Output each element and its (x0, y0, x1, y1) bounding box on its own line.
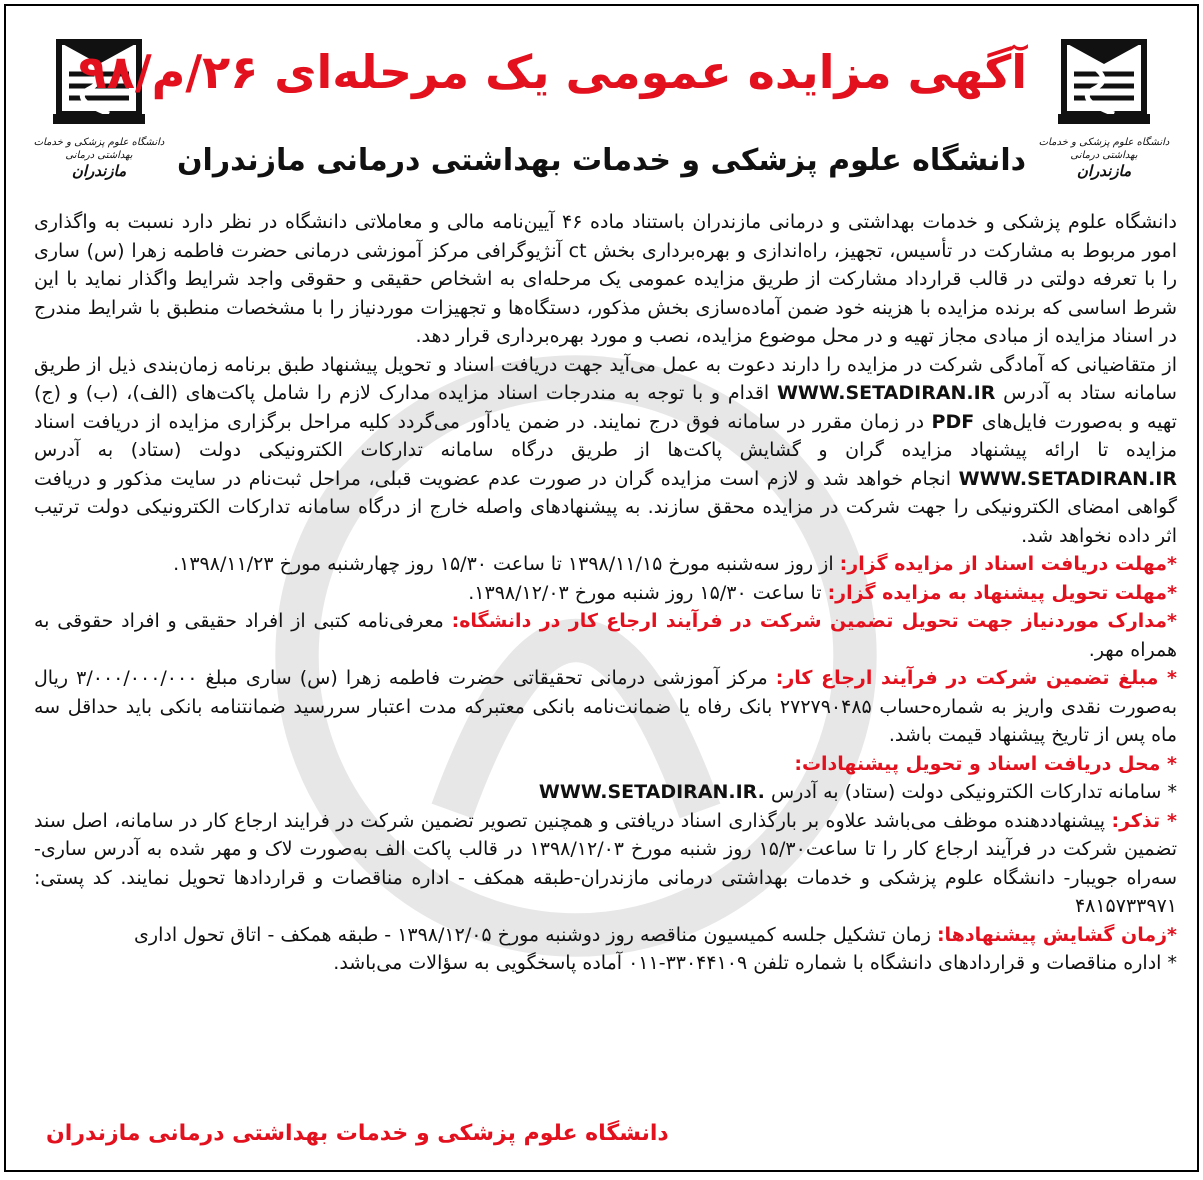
docs-required (34, 607, 1177, 664)
ad-body (34, 208, 1177, 978)
bid-deadline (34, 579, 1177, 608)
bid-deadline-text: تا ساعت ۱۵/۳۰ روز شنبه مورخ ۱۳۹۸/۱۲/۰۳. (468, 581, 822, 604)
guarantee-text: مرکز آموزشی درمانی تحقیقاتی حضرت فاطمه زهرا (س) ساری مبلغ ۳/۰۰۰/۰۰۰/۰۰۰ ریال به‌صورت نقدی واریز به شماره‌حساب ۲۷۲۷۹۰۴۸۵ بانک رفاه یا ضمانت‌نامه بانکی معتبرکه مدت اعتبار سررسید ضمانتنامه بانکی باید حداقل سه ماه پس از تاریخ پیشنهاد قیمت باشد. (34, 667, 1178, 746)
note (34, 807, 1177, 921)
note-label: * تذکر: (1111, 809, 1177, 832)
bid-deadline-label: *مهلت تحویل پیشنهاد به مزایده گزار: (827, 581, 1177, 604)
setadiran-link-3[interactable]: WWW.SETADIRAN.IR. (538, 781, 765, 803)
setadiran-link-1[interactable]: WWW.SETADIRAN.IR (776, 382, 996, 404)
location-heading (34, 750, 1177, 779)
location-text: * سامانه تدارکات الکترونیکی دولت (ستاد) به آدرس (770, 781, 1177, 803)
invitation-text-3: در زمان مقرر در سامانه فوق درج نمایند. در ضمن یادآور می‌گردد کلیه مراحل برگزاری مزایده از دریافت اسناد مزایده تا ارائه پیشنهاد مزایده گران و گشایش پاکت‌ها از طریق درگاه سامانه تدارکات الکترونیکی دولت (ستاد) به آدرس (34, 410, 1177, 461)
footer-university-name: دانشگاه علوم پزشکی و خدمات بهداشتی درمانی مازندران (46, 1121, 669, 1146)
logo-city: مازندران (1076, 162, 1132, 180)
invitation-text-2: اقدام و با توجه به مندرجات اسناد مزایده مدارک لازم را شامل پاکت‌های (الف)، (ب) و (ج) تهیه و به‌صورت فایل‌های (34, 382, 1177, 433)
location (34, 778, 1177, 807)
guarantee (34, 664, 1177, 750)
location-label: * محل دریافت اسناد و تحویل پیشنهادات: (794, 752, 1177, 775)
doc-deadline-label: *مهلت دریافت اسناد از مزایده گزار: (839, 553, 1177, 575)
university-logo-right (1029, 26, 1179, 180)
docs-required-label: *مدارک موردنیاز جهت تحویل تضمین شرکت در فرآیند ارجاع کار در دانشگاه: (451, 610, 1177, 632)
opening-text: زمان تشکیل جلسه کمیسیون مناقصه روز دوشنبه مورخ ۱۳۹۸/۱۲/۰۵ - طبقه همکف - اتاق تحول اداری (134, 923, 931, 946)
invitation-text-4: انجام خواهد شد و لازم است مزایده گران در صورت عدم عضویت قبلی، مراحل ثبت‌نام در سایت مذکور و دریافت گواهی امضای الکترونیکی را جهت شرکت در مزایده محقق سازند. به پیشنهادهای واصله خارج از درگاه سامانه تدارکات الکترونیکی دولت ترتیب اثر داده نخواهد شد. (34, 467, 1177, 547)
note-text: پیشنهاددهنده موظف می‌باشد علاوه بر بارگذاری اسناد دریافتی و همچنین تصویر تضمین شرکت در فرایند ارجاع کار در سامانه، اصل سند تضمین شرکت در فرآیند ارجاع کار را تا ساعت۱۵/۳۰ روز شنبه مورخ ۱۳۹۸/۱۲/۰۳ در قالب پاکت الف به‌صورت لاک و مهر شده به آدرس ساری- سه‌راه جویبار- دانشگاه علوم پزشکی و خدمات بهداشتی درمانی مازندران-طبقه همکف - اداره مناقصات و قراردادها تحویل نمایند. کد پستی: ۴۸۱۵۷۳۳۹۷۱ (34, 809, 1178, 917)
contact: * اداره مناقصات و قراردادهای دانشگاه با شماره تلفن ۳۳۰۴۴۱۰۹-۰۱۱ آماده پاسخگویی به سؤالات می‌باشد. (333, 952, 1177, 974)
doc-deadline (34, 550, 1177, 579)
logo-caption: دانشگاه علوم پزشکی و خدمات بهداشتی درمانی (33, 137, 165, 161)
docs-required-text: معرفی‌نامه کتبی از افراد حقیقی و افراد حقوقی به همراه مهر. (34, 610, 1177, 661)
advertisement-page (4, 4, 1199, 1172)
pdf-label: PDF (931, 410, 975, 433)
university-emblem-icon (1054, 34, 1154, 130)
intro-paragraph: دانشگاه علوم پزشکی و خدمات بهداشتی و درمانی مازندران باستناد ماده ۴۶ آیین‌نامه مالی و معاملاتی دانشگاه در نظر دارد نسبت به واگذاری امور مربوط به مشارکت در تأسیس، تجهیز، راه‌اندازی و بهره‌برداری بخش ct آنژیوگرافی مرکز آموزشی درمانی حضرت فاطمه زهرا (س) ساری را با تعرفه دولتی در قالب قرارداد مشارکت از طریق مزایده عمومی یک مرحله‌ای به اشخاص حقیقی و حقوقی واجد شرایط واگذار نماید با این شرط اساسی که برنده مزایده با هزینه خود ضمن آماده‌سازی بخش مذکور، دستگاه‌ها و تجهیزات موردنیاز را با مشخصات منطبق با شرایط مندرج در اسناد مزایده از مبادی مجاز تهیه و در محل موضوع مزایده، نصب و مورد بهره‌برداری قرار دهد. (34, 211, 1178, 347)
opening-label: *زمان گشایش پیشنهادها: (936, 923, 1177, 946)
logo-city: مازندران (71, 162, 127, 180)
ad-title: آگهی مزایده عمومی یک مرحله‌ای ۲۶/م/۹۸ (78, 45, 1027, 99)
doc-deadline-text: از روز سه‌شنبه مورخ ۱۳۹۸/۱۱/۱۵ تا ساعت ۱۵/۳۰ روز چهارشنبه مورخ ۱۳۹۸/۱۱/۲۳. (173, 553, 834, 575)
opening (34, 921, 1177, 950)
ad-subtitle: دانشگاه علوم پزشکی و خدمات بهداشتی درمانی مازندران (176, 143, 1027, 178)
invitation-paragraph (34, 351, 1177, 551)
setadiran-link-2[interactable]: WWW.SETADIRAN.IR (958, 467, 1177, 490)
invitation-text-1: از متقاضیانی که آمادگی شرکت در مزایده را دارند دعوت به عمل می‌آید جهت دریافت اسناد و تحویل پیشنهاد طبق برنامه زمان‌بندی ذیل از طریق سامانه ستاد به آدرس (34, 353, 1177, 404)
logo-caption: دانشگاه علوم پزشکی و خدمات بهداشتی درمانی (1038, 137, 1170, 161)
guarantee-label: * مبلغ تضمین شرکت در فرآیند ارجاع کار: (775, 667, 1177, 689)
